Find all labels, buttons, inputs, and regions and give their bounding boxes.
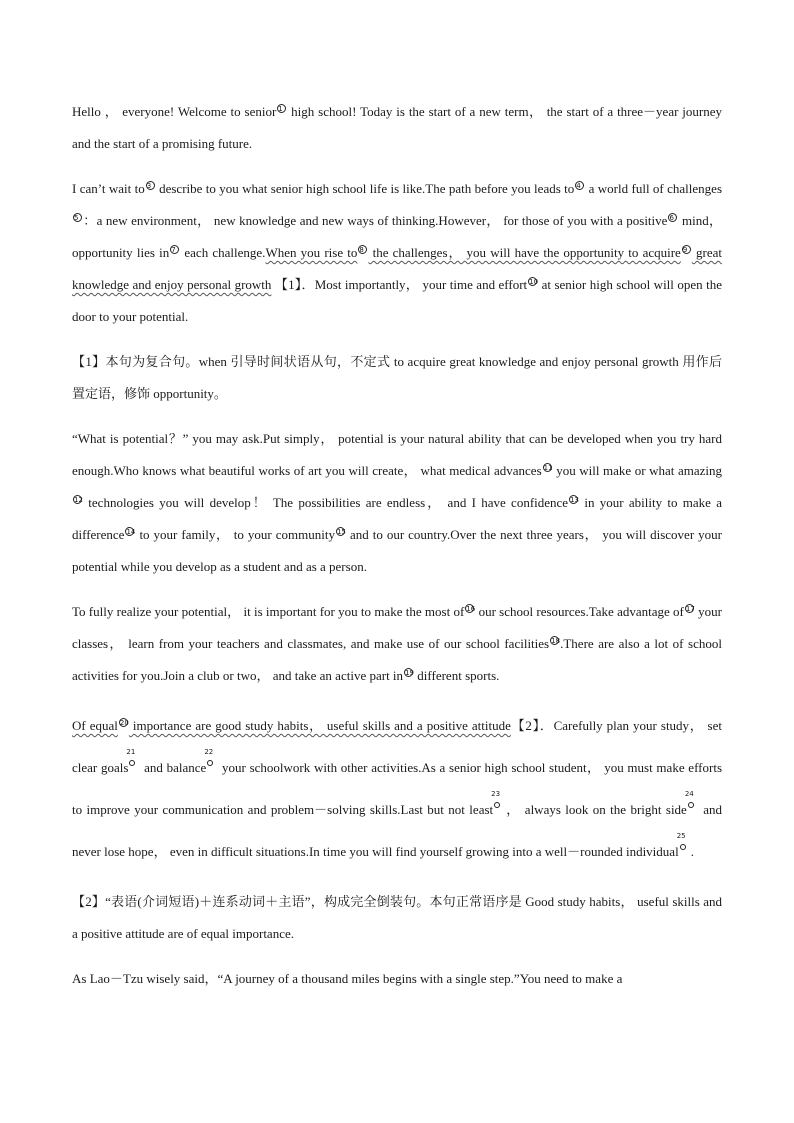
grammar-note-2: 【2】“表语(介词短语)＋连系动词＋主语”，构成完全倒装句。本句正常语序是 Good study habits， useful skills and a positive attitude are of equal importance.: [72, 894, 722, 941]
text-run: different sports.: [414, 668, 500, 683]
text-run: a world full of challenges: [585, 181, 723, 196]
text-run: 【2】．Carefully plan your study， set clear goals: [72, 718, 722, 775]
circle-mark: [494, 802, 500, 808]
footnote-marker: 1: [277, 104, 286, 113]
paragraph-potential: [72, 423, 722, 583]
footnote-marker: 14: [126, 528, 136, 536]
paragraph-welcome: [72, 96, 722, 160]
text-run: you will make or what amazing: [552, 463, 722, 478]
footnote-marker: 11: [543, 464, 553, 472]
text-run: .: [690, 844, 694, 859]
footnote-marker: 7: [170, 245, 179, 254]
circle-mark: [207, 760, 213, 766]
text-run: mind， opportunity lies in: [72, 213, 722, 260]
numbered-marker: [676, 832, 687, 856]
text-run: ， always look on the bright side: [505, 802, 687, 817]
footnote-marker: 12: [74, 496, 83, 504]
footnote-marker: 8: [358, 245, 367, 254]
document-page: [72, 96, 722, 1008]
text-run: importance are good study habits， useful skills and a positive attitude: [128, 718, 511, 733]
circle-mark: [688, 802, 694, 808]
numbered-marker: [491, 790, 501, 814]
footnote-marker: 18: [551, 637, 561, 645]
text-run: When you rise to: [265, 245, 358, 260]
text-run: and to our country.Over the next three years， you will discover your potential while you develop as a student and as a person.: [72, 527, 722, 574]
marker-number: 21: [126, 748, 136, 756]
text-run: To fully realize your potential， it is important for you to make the most of: [72, 604, 465, 619]
underlined-sentence: [72, 718, 511, 733]
text-run: and never lose hope， even in difficult situations.In time you will find yourself growing into a well－rounded individual: [72, 802, 723, 859]
circle-mark: [129, 760, 135, 766]
footnote-marker: 9: [682, 245, 691, 254]
text-run: the challenges， you will have the opportunity to acquire: [368, 245, 681, 260]
footnote-marker: 10: [529, 278, 539, 286]
text-run: .There are also a lot of school activities for you.Join a club or two， and take an active part in: [72, 636, 722, 683]
marker-number: 24: [684, 790, 694, 798]
text-run: Of equal: [72, 718, 118, 733]
text-run: to your family， to your community: [135, 527, 335, 542]
grammar-note-1: 【1】本句为复合句。when 引导时间状语从句，不定式 to acquire great knowledge and enjoy personal growth 用作后置定语，修饰 opportunity。: [72, 354, 722, 401]
footnote-marker: 3: [146, 181, 155, 190]
footnote-marker: 19: [405, 669, 414, 677]
footnote-marker: 16: [466, 605, 476, 613]
paragraph-habits: [72, 705, 722, 873]
text-run: in your ability to make a difference: [72, 495, 722, 542]
text-run: technologies you will develop！ The possibilities are endless， and I have confidence: [83, 495, 569, 510]
circle-mark: [680, 844, 686, 850]
text-run: Hello ， everyone! Welcome to senior: [72, 104, 277, 119]
text-run: our school resources.Take advantage of: [475, 604, 684, 619]
footnote-marker: 5: [73, 213, 82, 222]
paragraph-resources: [72, 596, 722, 692]
marker-number: 23: [491, 790, 501, 798]
footnote-marker: 17: [685, 605, 695, 613]
footnote-marker: 15: [336, 528, 346, 536]
marker-number: 25: [676, 832, 686, 840]
text-run: at senior high school will open the door to your potential.: [72, 277, 722, 324]
text-run: describe to you what senior high school life is like.The path before you leads to: [155, 181, 575, 196]
numbered-marker: [126, 748, 136, 772]
footnote-marker: 13: [570, 496, 579, 504]
text-run: high school! Today is the start of a new term， the start of a three－year journey and the start of a promising future.: [72, 104, 723, 151]
marker-number: 22: [204, 748, 214, 756]
text-run: your classes， learn from your teachers and classmates, and make use of our school facilities: [72, 604, 722, 651]
numbered-marker: [684, 790, 695, 814]
paragraph-challenges: [72, 173, 722, 333]
text-run: great knowledge and enjoy personal growth: [72, 245, 722, 292]
footnote-marker: 6: [668, 213, 677, 222]
text-run: and balance: [140, 760, 207, 775]
text-run: “What is potential？” you may ask.Put simply， potential is your natural ability that can be developed when you try hard enough.Who knows what beautiful works of art you will create， what medical advances: [72, 431, 722, 478]
footnote-marker: 4: [575, 181, 584, 190]
numbered-marker: [204, 748, 214, 772]
paragraph-lao-tzu: As Lao－Tzu wisely said，“A journey of a thousand miles begins with a single step.”You need to make a: [72, 971, 623, 986]
text-run: your schoolwork with other activities.As a senior high school student， you must make efforts to improve your communication and problem－solving skills.Last but not least: [72, 760, 722, 817]
footnote-marker: 20: [119, 719, 129, 727]
text-run: each challenge.: [180, 245, 266, 260]
text-run: I can’t wait to: [72, 181, 145, 196]
text-run: ：a new environment， new knowledge and new ways of thinking.However， for those of you with a positive: [83, 213, 668, 228]
text-run: 【1】．Most importantly， your time and effort: [271, 277, 528, 292]
